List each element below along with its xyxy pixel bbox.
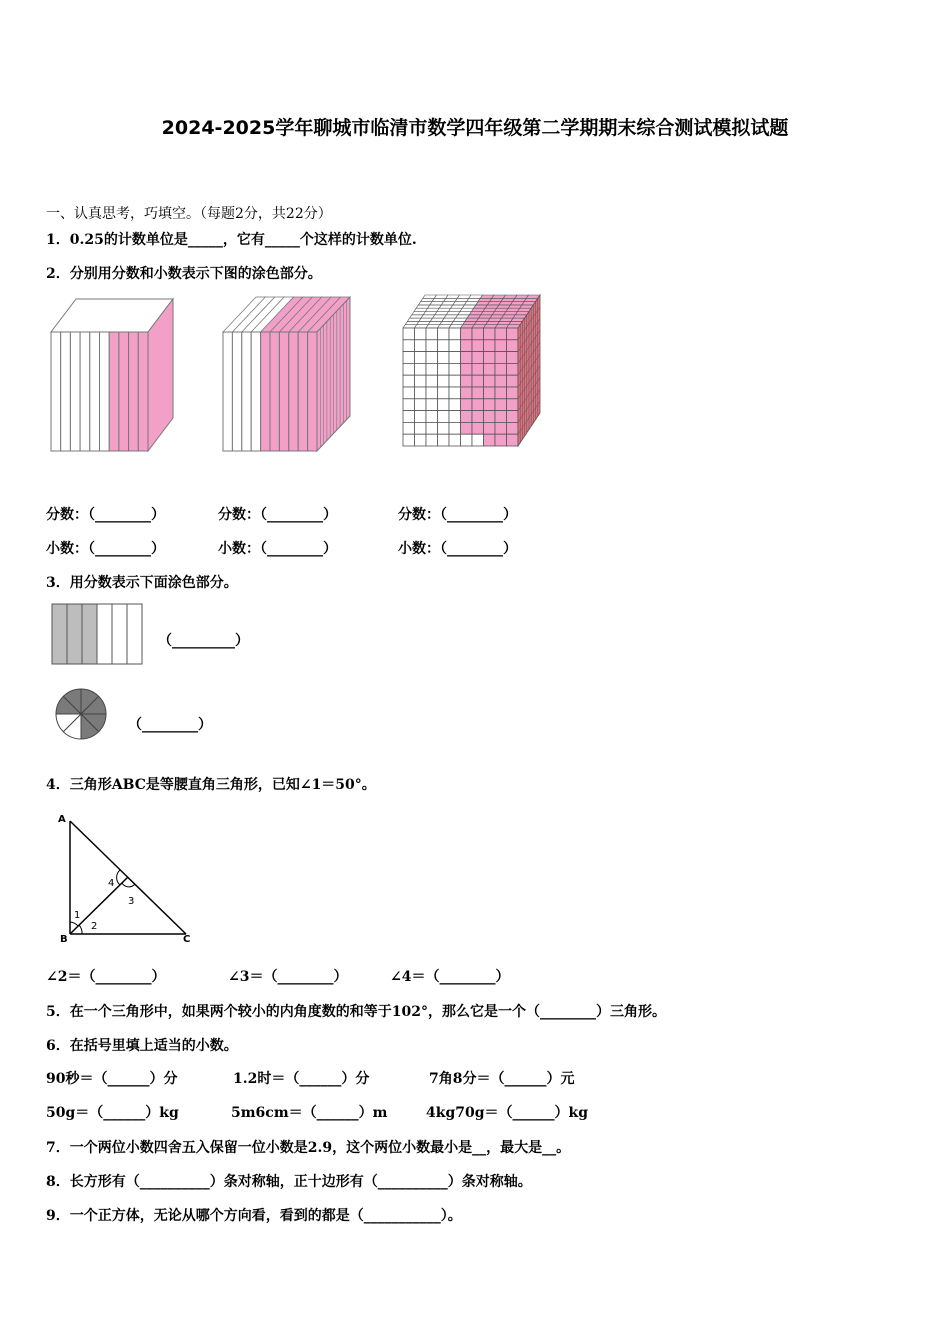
grid-cell [426, 422, 438, 434]
grid-cell [507, 422, 519, 434]
grid-cell [438, 422, 450, 434]
grid-cell [426, 411, 438, 423]
grid-cell [507, 411, 519, 423]
grid-cell [449, 399, 461, 411]
grid-cell [495, 352, 507, 364]
decimal-answer-2[interactable]: 小数：（________） [218, 541, 337, 557]
grid-cell [449, 411, 461, 423]
shaded-circle-figure [54, 687, 108, 741]
grid-cell [472, 387, 484, 399]
grid-cell [415, 411, 427, 423]
grid-cell [403, 363, 415, 375]
grid-cell [507, 363, 519, 375]
grid-cell [461, 411, 473, 423]
grid-cell [472, 340, 484, 352]
grid-cell [438, 363, 450, 375]
strip [138, 332, 148, 451]
decimal-answer-1[interactable]: 小数：（________） [46, 541, 165, 557]
grid-cell [438, 328, 450, 340]
layer-slice [308, 332, 317, 451]
question-7: 7．一个两位小数四舍五入保留一位小数是2.9，这个两位小数最小是__，最大是__。 [46, 1140, 571, 1156]
grid-cell [403, 375, 415, 387]
grid-cell [403, 387, 415, 399]
strip-cube-figure [48, 296, 178, 454]
grid-cell [472, 399, 484, 411]
layer-slice [270, 332, 279, 451]
grid-cell [426, 328, 438, 340]
grid-cell [415, 352, 427, 364]
shaded-rectangle-figure [51, 603, 143, 665]
question-9: 9．一个正方体，无论从哪个方向看，看到的都是（___________）。 [46, 1208, 462, 1224]
grid-cell [403, 434, 415, 446]
grid-cell [495, 328, 507, 340]
circle-answer[interactable]: （________） [128, 717, 212, 733]
grid-cell [461, 399, 473, 411]
angle-4-label: 4 [108, 878, 115, 889]
strip [80, 332, 90, 451]
grid-cell [403, 399, 415, 411]
grid-cell [495, 411, 507, 423]
grid-cell [461, 352, 473, 364]
question-8: 8．长方形有（__________）条对称轴，正十边形有（__________）条对称轴。 [46, 1174, 532, 1190]
grid-cell [461, 434, 473, 446]
grid-cell [426, 375, 438, 387]
strip [70, 332, 80, 451]
vertex-a: A [58, 814, 66, 825]
grid-cell [472, 352, 484, 364]
grid-cell [461, 328, 473, 340]
grid-cell [426, 434, 438, 446]
grid-cell [472, 363, 484, 375]
strip [119, 332, 129, 451]
angle-1-label: 1 [74, 910, 81, 921]
q6-item-6[interactable]: 4kg70g＝（______）kg [426, 1105, 588, 1121]
q6-item-3[interactable]: 7角8分＝（______）元 [429, 1071, 575, 1087]
layer-slice [242, 332, 251, 451]
layer-slice [279, 332, 288, 451]
grid-cell [449, 434, 461, 446]
q6-item-4[interactable]: 50g＝（______）kg [46, 1105, 179, 1121]
grid-cell [484, 340, 496, 352]
triangle-abc-figure [56, 812, 201, 947]
angle-2-answer[interactable]: ∠2＝（________） [46, 969, 166, 985]
grid-cell [415, 375, 427, 387]
grid-cell [472, 328, 484, 340]
decimal-answer-3[interactable]: 小数：（________） [398, 541, 517, 557]
grid-cell [426, 352, 438, 364]
grid-cell [449, 340, 461, 352]
grid-cell [403, 328, 415, 340]
grid-cell [415, 328, 427, 340]
grid-cell [438, 375, 450, 387]
rectangle-answer[interactable]: （_________） [158, 633, 249, 649]
grid-cell [495, 422, 507, 434]
grid-cell [507, 387, 519, 399]
grid-cell [484, 352, 496, 364]
grid-cell [415, 434, 427, 446]
grid-cell [472, 411, 484, 423]
grid-cell [484, 399, 496, 411]
grid-cell [415, 340, 427, 352]
grid-cell [484, 363, 496, 375]
grid-cell [461, 340, 473, 352]
fraction-answer-1[interactable]: 分数：（________） [46, 507, 165, 523]
angle-3-label: 3 [128, 896, 135, 907]
strip [51, 332, 61, 451]
strip [109, 332, 119, 451]
grid-cell [438, 411, 450, 423]
question-2: 2．分别用分数和小数表示下图的涂色部分。 [46, 266, 322, 282]
rectangle-part [127, 604, 142, 664]
grid-cell [403, 352, 415, 364]
vertex-b: B [60, 934, 68, 945]
angle-2-label: 2 [91, 921, 98, 932]
grid-cell [484, 434, 496, 446]
grid-cell [415, 399, 427, 411]
grid-cell [403, 422, 415, 434]
rectangle-part [97, 604, 112, 664]
layer-slice [289, 332, 298, 451]
q6-item-2[interactable]: 1.2时＝（______）分 [233, 1071, 370, 1087]
grid-cell [449, 328, 461, 340]
grid-cell [484, 411, 496, 423]
grid-cell [426, 363, 438, 375]
q6-item-1[interactable]: 90秒＝（______）分 [46, 1071, 178, 1087]
grid-cell [495, 399, 507, 411]
layer-slice [261, 332, 270, 451]
question-5: 5．在一个三角形中，如果两个较小的内角度数的和等于102°，那么它是一个（________）三角形。 [46, 1004, 666, 1020]
layer-slice [298, 332, 307, 451]
strip [90, 332, 100, 451]
layer-slice [232, 332, 241, 451]
rectangle-part [112, 604, 127, 664]
grid-cell [507, 399, 519, 411]
grid-cell [507, 434, 519, 446]
question-4: 4．三角形ABC是等腰直角三角形，已知∠1＝50°。 [46, 777, 376, 793]
section1-heading: 一、认真思考，巧填空。（每题2分，共22分） [46, 206, 332, 222]
question-6: 6．在括号里填上适当的小数。 [46, 1038, 238, 1054]
strip [61, 332, 71, 451]
rectangle-part [82, 604, 97, 664]
page-title: 2024-2025学年聊城市临清市数学四年级第二学期期末综合测试模拟试题 [161, 117, 789, 139]
grid-cell [495, 340, 507, 352]
layer-cube-figure [220, 294, 355, 454]
grid-cell [495, 375, 507, 387]
grid-cell [403, 411, 415, 423]
grid-cell [461, 363, 473, 375]
grid-cell [472, 422, 484, 434]
grid-cell [461, 387, 473, 399]
angle-3-answer[interactable]: ∠3＝（________） [228, 969, 348, 985]
grid-cell [426, 387, 438, 399]
grid-cell [415, 363, 427, 375]
grid-cell [507, 340, 519, 352]
grid-cell [484, 375, 496, 387]
grid-cell [415, 387, 427, 399]
grid-cell [403, 340, 415, 352]
grid-cell [438, 352, 450, 364]
fraction-answer-2[interactable]: 分数：（________） [218, 507, 337, 523]
grid-cell [438, 434, 450, 446]
vertex-c: C [183, 934, 191, 945]
grid-cell [507, 375, 519, 387]
grid-cell [507, 352, 519, 364]
layer-slice [223, 332, 232, 451]
layer-slice [251, 332, 260, 451]
grid-cell [484, 328, 496, 340]
q6-item-5[interactable]: 5m6cm＝（______）m [231, 1105, 388, 1121]
rectangle-part [67, 604, 82, 664]
grid-cube-figure [400, 292, 525, 452]
grid-cell [495, 363, 507, 375]
grid-cell [461, 375, 473, 387]
grid-cell [415, 422, 427, 434]
strip [100, 332, 110, 451]
grid-cell [426, 340, 438, 352]
grid-cell [449, 363, 461, 375]
question-1: 1．0.25的计数单位是_____，它有_____个这样的计数单位. [46, 232, 417, 248]
grid-cell [484, 387, 496, 399]
grid-cell [449, 422, 461, 434]
strip [129, 332, 139, 451]
rectangle-part [52, 604, 67, 664]
fraction-answer-3[interactable]: 分数：（________） [398, 507, 517, 523]
grid-cell [449, 375, 461, 387]
grid-cell [449, 387, 461, 399]
grid-cell [495, 434, 507, 446]
grid-cell [449, 352, 461, 364]
grid-cell [507, 328, 519, 340]
grid-cell [472, 375, 484, 387]
grid-cell [461, 422, 473, 434]
grid-cell [495, 387, 507, 399]
question-3: 3．用分数表示下面涂色部分。 [46, 575, 238, 591]
grid-cell [484, 422, 496, 434]
grid-cell [438, 399, 450, 411]
grid-cell [438, 387, 450, 399]
grid-cell [438, 340, 450, 352]
grid-cell [472, 434, 484, 446]
angle-4-answer[interactable]: ∠4＝（________） [390, 969, 510, 985]
grid-cell [426, 399, 438, 411]
